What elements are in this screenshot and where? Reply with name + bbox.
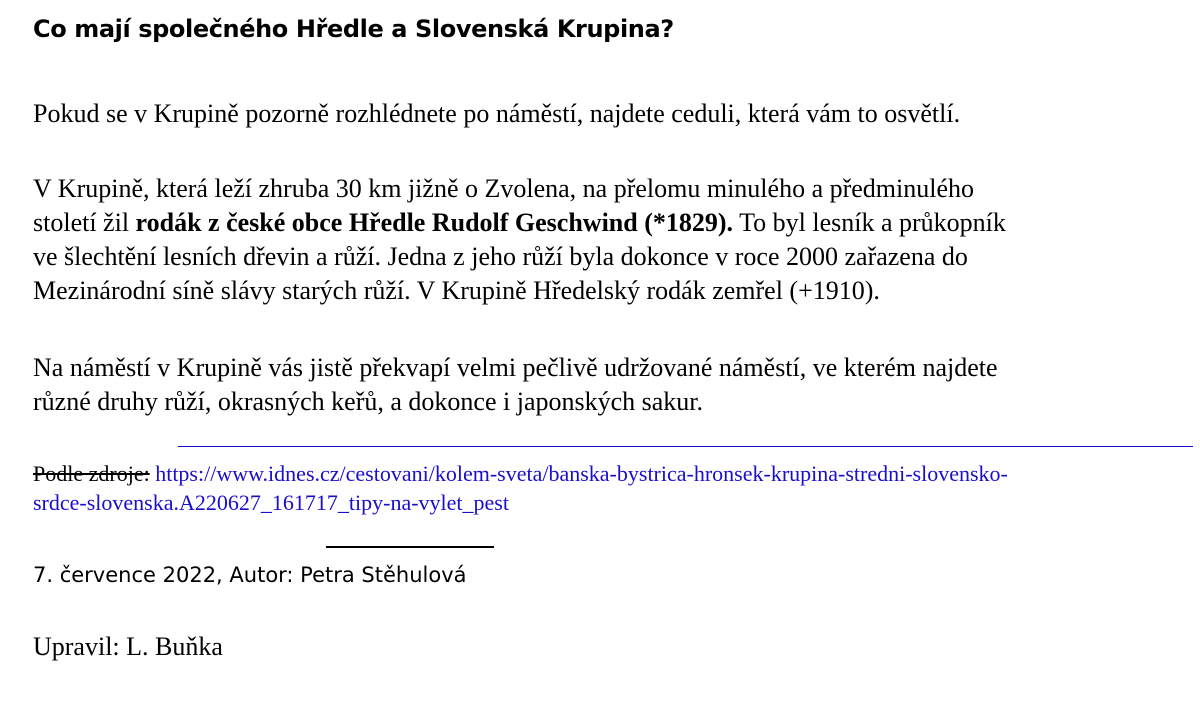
- source-link-part-2[interactable]: srdce-slovenska.A220627_161717_tipy-na-vylet_pest: [33, 490, 509, 515]
- history-line-1: V Krupině, která leží zhruba 30 km jižně o Zvolena, na přelomu minulého a předminulého: [33, 174, 975, 203]
- intro-paragraph: [33, 97, 960, 131]
- history-paragraph: [33, 172, 1006, 308]
- source-link-part-1[interactable]: https://www.idnes.cz/cestovani/kolem-sveta/banska-bystrica-hronsek-krupina-stredni-slovensko-: [155, 461, 1008, 486]
- link-rule-divider: [178, 446, 1193, 447]
- editor-line: Upravil: L. Buňka: [33, 632, 223, 661]
- intro-line: Pokud se v Krupině pozorně rozhlédnete po náměstí, najdete ceduli, která vám to osvětlí.: [33, 99, 961, 128]
- source-citation: [33, 459, 1008, 517]
- square-line-2: různé druhy růží, okrasných keřů, a dokonce i japonských sakur.: [33, 387, 704, 416]
- history-bold-text: rodák z české obce Hředle Rudolf Geschwind (*1829).: [135, 208, 734, 237]
- history-line-2-end: To byl lesník a průkopník: [733, 208, 1006, 237]
- date-author-line: 7. července 2022, Autor: Petra Stěhulová: [33, 563, 467, 587]
- separator-rule: [326, 546, 494, 548]
- history-line-2: [33, 206, 1006, 240]
- history-line-2-start: století žil: [33, 208, 136, 237]
- square-paragraph: [33, 351, 998, 419]
- source-label: Podle zdroje:: [33, 461, 150, 486]
- history-line-4: Mezinárodní síně slávy starých růží. V Krupině Hředelský rodák zemřel (+1910).: [33, 276, 880, 305]
- source-line-2: [33, 488, 1008, 517]
- article-title: Co mají společného Hředle a Slovenská Krupina?: [33, 15, 674, 43]
- source-line-1: [33, 459, 1008, 488]
- history-line-3: ve šlechtění lesních dřevin a růží. Jedna z jeho růží byla dokonce v roce 2000 zařazena do: [33, 242, 968, 271]
- square-line-1: Na náměstí v Krupině vás jistě překvapí velmi pečlivě udržované náměstí, ve kterém najdete: [33, 353, 998, 382]
